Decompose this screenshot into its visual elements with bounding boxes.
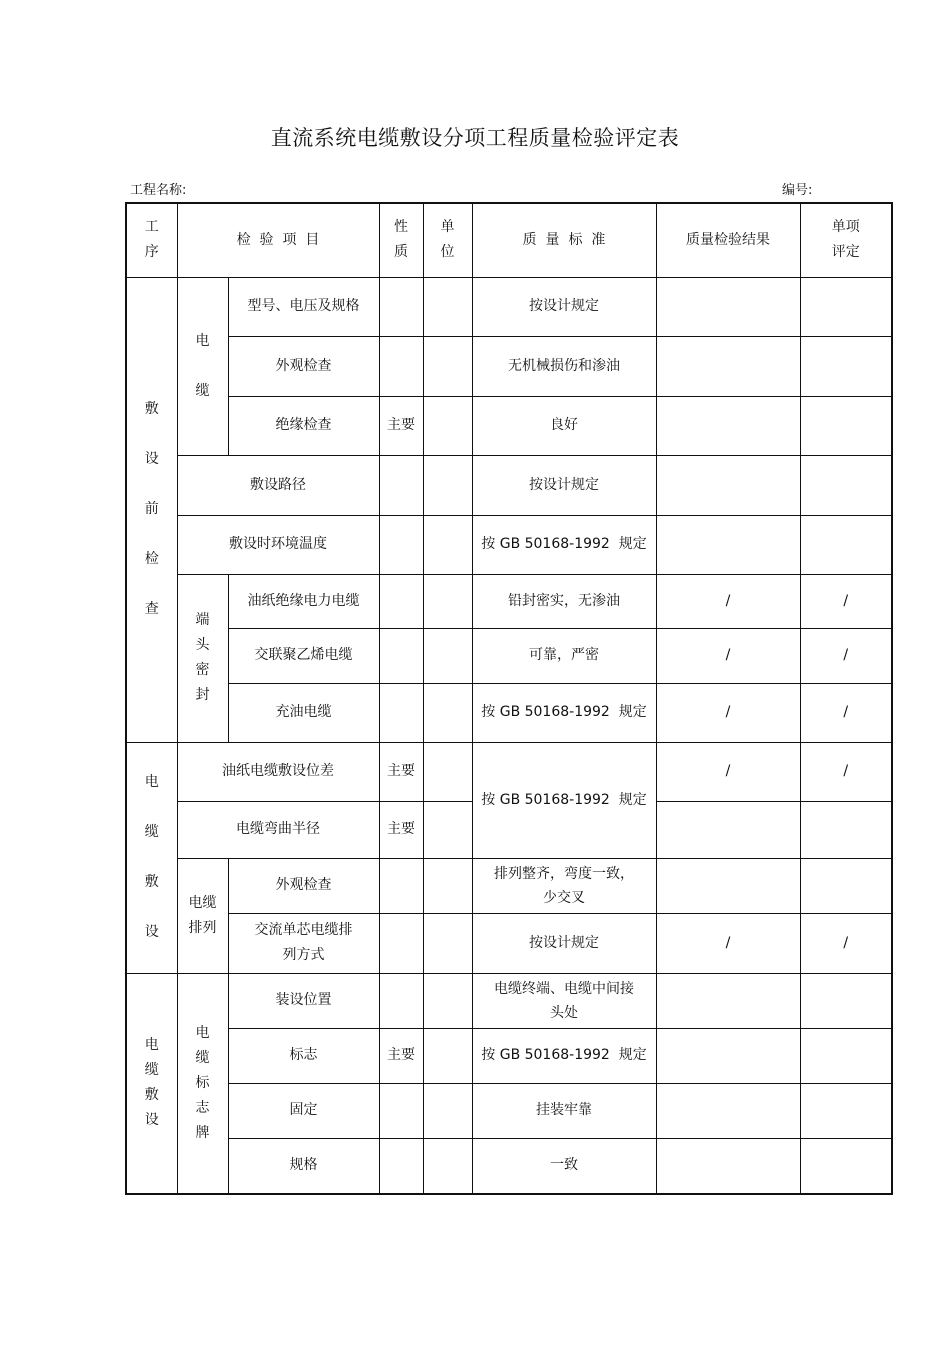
standard-cell: 排列整齐，弯度一致， 少交叉 bbox=[472, 858, 656, 913]
nature-cell bbox=[379, 1138, 423, 1194]
unit-cell bbox=[423, 628, 472, 683]
result-cell[interactable] bbox=[656, 1138, 800, 1194]
header-standard: 质 量 标 准 bbox=[472, 203, 656, 277]
unit-cell bbox=[423, 801, 472, 858]
table-row bbox=[126, 455, 892, 515]
rating-cell[interactable] bbox=[800, 277, 892, 336]
item-cell: 型号、电压及规格 bbox=[228, 277, 379, 336]
standard-cell: 挂装牢靠 bbox=[472, 1083, 656, 1138]
standard-cell: 按 GB 50168-1992 规定 bbox=[472, 683, 656, 742]
result-cell[interactable] bbox=[656, 1028, 800, 1083]
table-row bbox=[126, 574, 892, 628]
result-cell[interactable]: / bbox=[656, 913, 800, 973]
standard-cell: 电缆终端、电缆中间接 头处 bbox=[472, 973, 656, 1028]
item-cell: 标志 bbox=[228, 1028, 379, 1083]
result-cell[interactable] bbox=[656, 1083, 800, 1138]
rating-cell[interactable]: / bbox=[800, 913, 892, 973]
subgroup-cable-sign: 电 缆 标 志 牌 bbox=[177, 973, 228, 1194]
table-row bbox=[126, 336, 892, 396]
table-row bbox=[126, 1083, 892, 1138]
table-row bbox=[126, 742, 892, 801]
item-cell: 充油电缆 bbox=[228, 683, 379, 742]
nature-cell bbox=[379, 515, 423, 574]
header-item: 检 验 项 目 bbox=[177, 203, 379, 277]
unit-cell bbox=[423, 742, 472, 801]
header-nature: 性 质 bbox=[379, 203, 423, 277]
result-cell[interactable] bbox=[656, 277, 800, 336]
result-cell[interactable]: / bbox=[656, 683, 800, 742]
unit-cell bbox=[423, 683, 472, 742]
standard-cell: 铅封密实，无渗油 bbox=[472, 574, 656, 628]
rating-cell[interactable]: / bbox=[800, 628, 892, 683]
standard-cell: 按 GB 50168-1992 规定 bbox=[472, 1028, 656, 1083]
nature-cell: 主要 bbox=[379, 396, 423, 455]
rating-cell[interactable] bbox=[800, 455, 892, 515]
rating-cell[interactable] bbox=[800, 396, 892, 455]
rating-cell[interactable]: / bbox=[800, 574, 892, 628]
unit-cell bbox=[423, 973, 472, 1028]
unit-cell bbox=[423, 574, 472, 628]
item-cell: 规格 bbox=[228, 1138, 379, 1194]
unit-cell bbox=[423, 336, 472, 396]
nature-cell bbox=[379, 336, 423, 396]
result-cell[interactable] bbox=[656, 973, 800, 1028]
nature-cell: 主要 bbox=[379, 1028, 423, 1083]
subgroup-end-seal: 端 头 密 封 bbox=[177, 574, 228, 742]
rating-cell[interactable] bbox=[800, 858, 892, 913]
inspection-table bbox=[125, 202, 893, 1195]
item-cell: 绝缘检查 bbox=[228, 396, 379, 455]
nature-cell bbox=[379, 574, 423, 628]
group-cable-laying-2: 电 缆 敷 设 bbox=[126, 973, 177, 1194]
header-result: 质量检验结果 bbox=[656, 203, 800, 277]
rating-cell[interactable]: / bbox=[800, 742, 892, 801]
standard-cell: 良好 bbox=[472, 396, 656, 455]
item-cell: 油纸绝缘电力电缆 bbox=[228, 574, 379, 628]
item-cell: 交流单芯电缆排 列方式 bbox=[228, 913, 379, 973]
item-cell: 装设位置 bbox=[228, 973, 379, 1028]
item-cell: 油纸电缆敷设位差 bbox=[177, 742, 379, 801]
standard-cell: 可靠，严密 bbox=[472, 628, 656, 683]
result-cell[interactable] bbox=[656, 396, 800, 455]
unit-cell bbox=[423, 1138, 472, 1194]
rating-cell[interactable] bbox=[800, 973, 892, 1028]
nature-cell bbox=[379, 913, 423, 973]
table-row bbox=[126, 515, 892, 574]
rating-cell[interactable] bbox=[800, 515, 892, 574]
standard-cell: 一致 bbox=[472, 1138, 656, 1194]
standard-cell: 按设计规定 bbox=[472, 913, 656, 973]
table-row bbox=[126, 1028, 892, 1083]
result-cell[interactable]: / bbox=[656, 742, 800, 801]
unit-cell bbox=[423, 455, 472, 515]
unit-cell bbox=[423, 858, 472, 913]
nature-cell: 主要 bbox=[379, 801, 423, 858]
table-row bbox=[126, 973, 892, 1028]
result-cell[interactable] bbox=[656, 858, 800, 913]
project-name-label: 工程名称: bbox=[130, 183, 187, 198]
standard-cell: 无机械损伤和渗油 bbox=[472, 336, 656, 396]
subgroup-cable-arrangement: 电缆 排列 bbox=[177, 858, 228, 973]
unit-cell bbox=[423, 277, 472, 336]
nature-cell: 主要 bbox=[379, 742, 423, 801]
header-rating: 单项 评定 bbox=[800, 203, 892, 277]
nature-cell bbox=[379, 455, 423, 515]
rating-cell[interactable] bbox=[800, 1138, 892, 1194]
item-cell: 固定 bbox=[228, 1083, 379, 1138]
table-row bbox=[126, 277, 892, 336]
item-cell: 外观检查 bbox=[228, 336, 379, 396]
table-row bbox=[126, 396, 892, 455]
table-row bbox=[126, 1138, 892, 1194]
nature-cell bbox=[379, 973, 423, 1028]
unit-cell bbox=[423, 1083, 472, 1138]
nature-cell bbox=[379, 858, 423, 913]
subgroup-cable: 电 缆 bbox=[177, 277, 228, 455]
header-process: 工 序 bbox=[126, 203, 177, 277]
result-cell[interactable] bbox=[656, 515, 800, 574]
unit-cell bbox=[423, 515, 472, 574]
group-pre-laying-check: 敷 设 前 检 查 bbox=[126, 277, 177, 742]
document-title: 直流系统电缆敷设分项工程质量检验评定表 bbox=[270, 126, 680, 150]
standard-cell: 按设计规定 bbox=[472, 277, 656, 336]
table-row bbox=[126, 628, 892, 683]
result-cell[interactable]: / bbox=[656, 628, 800, 683]
nature-cell bbox=[379, 628, 423, 683]
rating-cell[interactable] bbox=[800, 336, 892, 396]
standard-cell: 按 GB 50168-1992 规定 bbox=[472, 742, 656, 858]
number-label: 编号: bbox=[782, 183, 813, 198]
result-cell[interactable] bbox=[656, 455, 800, 515]
nature-cell bbox=[379, 683, 423, 742]
unit-cell bbox=[423, 396, 472, 455]
nature-cell bbox=[379, 277, 423, 336]
table-row bbox=[126, 858, 892, 913]
standard-cell: 按 GB 50168-1992 规定 bbox=[472, 515, 656, 574]
table-row bbox=[126, 683, 892, 742]
item-cell: 交联聚乙烯电缆 bbox=[228, 628, 379, 683]
header-row bbox=[126, 203, 892, 277]
item-cell: 外观检查 bbox=[228, 858, 379, 913]
rating-cell[interactable]: / bbox=[800, 683, 892, 742]
item-cell: 电缆弯曲半径 bbox=[177, 801, 379, 858]
standard-cell: 按设计规定 bbox=[472, 455, 656, 515]
item-cell: 敷设时环境温度 bbox=[177, 515, 379, 574]
table-row bbox=[126, 913, 892, 973]
unit-cell bbox=[423, 1028, 472, 1083]
nature-cell bbox=[379, 1083, 423, 1138]
header-unit: 单 位 bbox=[423, 203, 472, 277]
item-cell: 敷设路径 bbox=[177, 455, 379, 515]
rating-cell[interactable] bbox=[800, 1083, 892, 1138]
unit-cell bbox=[423, 913, 472, 973]
result-cell[interactable] bbox=[656, 801, 800, 858]
result-cell[interactable]: / bbox=[656, 574, 800, 628]
rating-cell[interactable] bbox=[800, 801, 892, 858]
rating-cell[interactable] bbox=[800, 1028, 892, 1083]
result-cell[interactable] bbox=[656, 336, 800, 396]
group-cable-laying: 电 缆 敷 设 bbox=[126, 742, 177, 973]
